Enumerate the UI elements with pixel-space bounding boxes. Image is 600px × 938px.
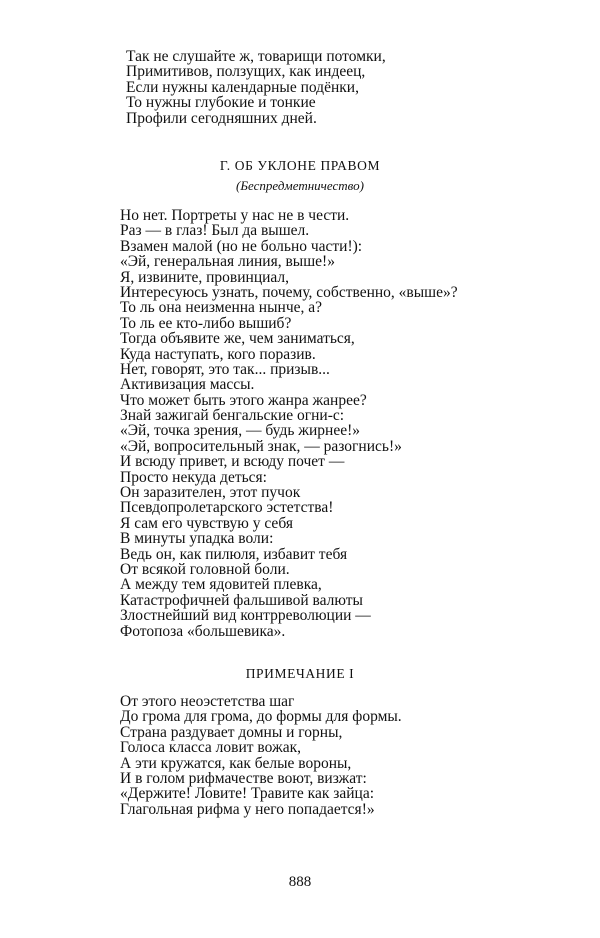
poem-line: Но нет. Портреты у нас не в чести.: [120, 207, 350, 224]
poem-line: Страна раздувает домны и горны,: [120, 723, 343, 741]
poem-line: Голоса класса ловит вожак,: [120, 739, 302, 757]
poem-line: Просто некуда деться:: [120, 468, 267, 486]
poem-line: То нужны глубокие и тонкие: [126, 94, 316, 112]
poem-line: От этого неоэстетства шаг: [120, 693, 295, 710]
poem-line: Он заразителен, этот пучок: [120, 484, 301, 502]
poem-line: То ль ее кто-либо вышиб?: [120, 314, 292, 332]
poem-line: «Эй, вопросительный знак, — разогнись!»: [120, 437, 402, 455]
poem-line: Злостнейший вид контрреволюции —: [120, 607, 371, 625]
poem-line: Куда наступать, кого поразив.: [120, 345, 316, 363]
poem-line: А между тем ядовитей плевка,: [120, 576, 322, 594]
section-subtitle: (Беспредметничество): [236, 178, 364, 193]
poem-line: От всякой головной боли.: [120, 560, 290, 578]
poem-line: Ведь он, как пилюля, избавит тебя: [120, 545, 348, 563]
poem-line: До грома для грома, до формы для формы.: [120, 708, 402, 726]
poem-line: Что может быть этого жанра жанрее?: [120, 391, 367, 409]
poem-line: Раз — в глаз! Был да вышел.: [120, 222, 310, 240]
poem-line: Глагольная рифма у него попадается!»: [120, 800, 375, 818]
poem-line: «Эй, точка зрения, — будь жирнее!»: [120, 422, 361, 440]
poem-line: Профили сегодняшних дней.: [126, 109, 317, 127]
poem-line: Если нужны календарные подёнки,: [126, 78, 359, 96]
poem-line: И всюду привет, и всюду почет —: [120, 453, 345, 471]
poem-line: Тогда объявите же, чем заниматься,: [120, 330, 355, 348]
poem-line: «Эй, генеральная линия, выше!»: [120, 253, 335, 271]
poem-line: Нет, говорят, это так... призыв...: [120, 360, 330, 378]
poem-line: «Держите! Ловите! Травите как зайца:: [120, 785, 375, 803]
note-title: ПРИМЕЧАНИЕ I: [245, 666, 355, 681]
page-number: 888: [288, 874, 312, 890]
poem-line: Псевдопролетарского эстетства!: [120, 499, 334, 517]
poem-line: Так не слушайте ж, товарищи потомки,: [126, 48, 386, 65]
poem-line: Активизация массы.: [120, 376, 255, 394]
poem-line: Фотопоза «большевика».: [120, 622, 286, 640]
poem-line: Я, извините, провинциал,: [120, 268, 290, 286]
poem-line: А эти кружатся, как белые вороны,: [120, 754, 352, 772]
poem-line: Я сам его чувствую у себя: [120, 514, 293, 532]
poem-line: То ль она неизменна нынче, а?: [120, 299, 322, 317]
poem-line: Интересуюсь узнать, почему, собственно, «выше»?: [120, 283, 458, 301]
section-g-poem: [120, 208, 458, 639]
section-title: Г. ОБ УКЛОНЕ ПРАВОМ: [219, 158, 381, 173]
poem-line: И в голом рифмачестве воют, визжат:: [120, 769, 367, 787]
poem-line: Катастрофичней фальшивой валюты: [120, 591, 363, 609]
stanza-top: [126, 49, 386, 126]
note-poem: [120, 694, 402, 817]
poem-line: Примитивов, ползущих, как индеец,: [126, 63, 366, 81]
poem-line: Взамен малой (но не больно части!):: [120, 237, 363, 255]
poem-line: В минуты упадка воли:: [120, 530, 274, 548]
poem-line: Знай зажигай бенгальские огни-с:: [120, 407, 345, 425]
